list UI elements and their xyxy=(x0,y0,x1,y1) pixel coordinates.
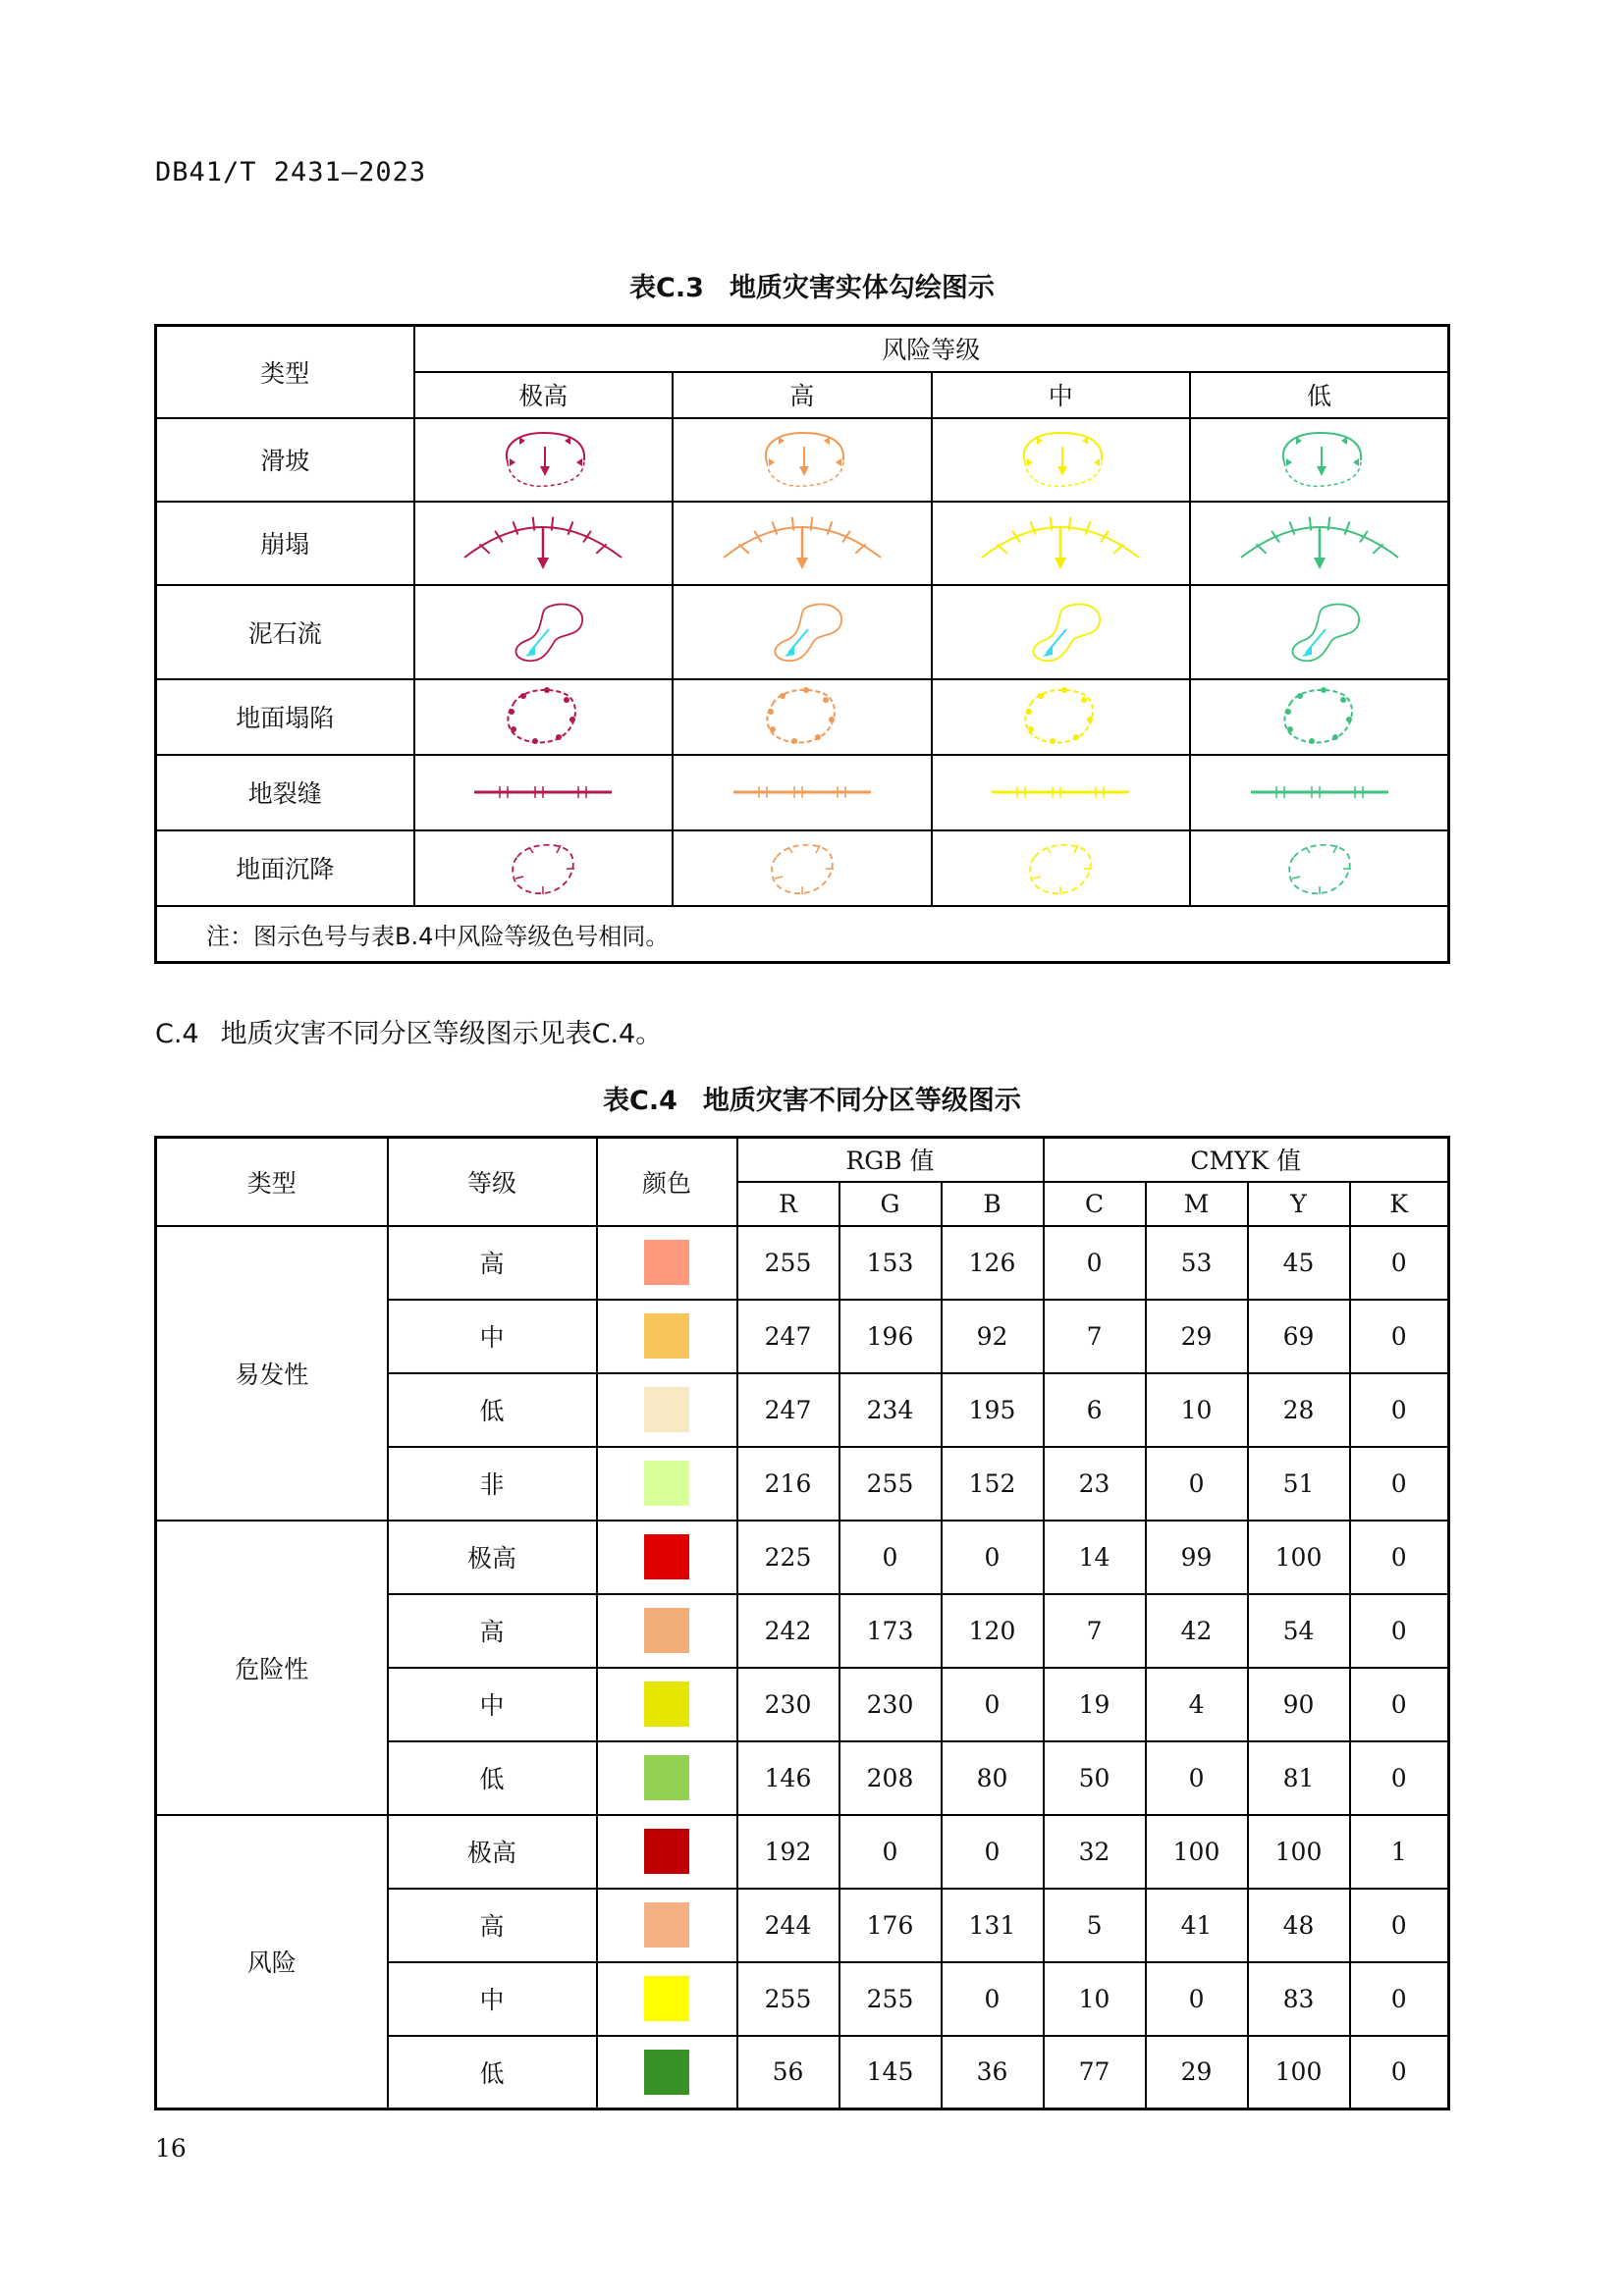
t4-color-cell xyxy=(597,1889,737,1962)
t4-color-cell xyxy=(597,1815,737,1889)
t4-value-g: 234 xyxy=(839,1373,942,1447)
t4-value-c: 5 xyxy=(1044,1889,1146,1962)
ground-fissure-symbol-extreme xyxy=(414,755,674,830)
t4-grade: 高 xyxy=(388,1594,597,1668)
color-swatch xyxy=(644,1829,689,1874)
t4-value-k: 0 xyxy=(1350,1226,1449,1300)
t4-grade: 极高 xyxy=(388,1521,597,1594)
t4-value-r: 230 xyxy=(737,1668,839,1741)
table-c3-caption-title: 地质灾害实体勾绘图示 xyxy=(729,273,995,303)
t4-value-g: 255 xyxy=(839,1447,942,1521)
color-swatch xyxy=(644,1534,689,1579)
t4-value-k: 0 xyxy=(1350,1889,1449,1962)
t3-row-type: 地面塌陷 xyxy=(156,679,414,755)
t4-value-b: 195 xyxy=(942,1373,1044,1447)
t4-header-color: 颜色 xyxy=(597,1138,737,1226)
t4-header-cmyk: CMYK 值 xyxy=(1044,1138,1449,1182)
t4-header-k: K xyxy=(1350,1182,1449,1226)
t4-value-m: 41 xyxy=(1146,1889,1248,1962)
t4-value-g: 196 xyxy=(839,1300,942,1373)
t4-value-c: 6 xyxy=(1044,1373,1146,1447)
t4-value-m: 100 xyxy=(1146,1815,1248,1889)
table-c3-caption xyxy=(0,266,1624,304)
ground-collapse-symbol-extreme xyxy=(414,679,674,755)
t4-value-m: 0 xyxy=(1146,1741,1248,1815)
t4-value-b: 0 xyxy=(942,1668,1044,1741)
t4-value-m: 10 xyxy=(1146,1373,1248,1447)
table-c4-caption-number: 表C.4 xyxy=(603,1086,677,1116)
t4-value-k: 0 xyxy=(1350,1447,1449,1521)
t4-value-k: 0 xyxy=(1350,1594,1449,1668)
t4-value-b: 131 xyxy=(942,1889,1044,1962)
t4-value-m: 4 xyxy=(1146,1668,1248,1741)
landslide-symbol-medium xyxy=(932,418,1191,502)
t4-value-m: 53 xyxy=(1146,1226,1248,1300)
ground-fissure-symbol-high xyxy=(673,755,932,830)
subsidence-symbol-extreme xyxy=(414,830,674,906)
t4-value-b: 0 xyxy=(942,1521,1044,1594)
t4-value-g: 173 xyxy=(839,1594,942,1668)
t4-value-y: 90 xyxy=(1248,1668,1350,1741)
t4-grade: 中 xyxy=(388,1962,597,2036)
color-swatch xyxy=(644,1461,689,1506)
t4-value-b: 80 xyxy=(942,1741,1044,1815)
debris-flow-symbol-extreme xyxy=(414,585,674,679)
t4-value-g: 0 xyxy=(839,1521,942,1594)
t3-note: 注：图示色号与表B.4中风险等级色号相同。 xyxy=(156,906,1449,963)
t4-value-c: 10 xyxy=(1044,1962,1146,2036)
t4-color-cell xyxy=(597,1668,737,1741)
t4-value-r: 247 xyxy=(737,1300,839,1373)
collapse-symbol-low xyxy=(1190,502,1449,585)
t4-value-r: 225 xyxy=(737,1521,839,1594)
color-swatch xyxy=(644,1608,689,1653)
color-swatch xyxy=(644,1313,689,1359)
debris-flow-symbol-low xyxy=(1190,585,1449,679)
landslide-symbol-extreme xyxy=(414,418,674,502)
t4-value-y: 51 xyxy=(1248,1447,1350,1521)
t4-value-c: 14 xyxy=(1044,1521,1146,1594)
t4-group-type: 易发性 xyxy=(156,1226,388,1521)
t4-value-b: 36 xyxy=(942,2036,1044,2109)
table-row xyxy=(156,755,1449,830)
color-swatch xyxy=(644,1976,689,2021)
t4-color-cell xyxy=(597,2036,737,2109)
table-row xyxy=(156,1226,1449,1300)
t4-grade: 极高 xyxy=(388,1815,597,1889)
t4-header-m: M xyxy=(1146,1182,1248,1226)
t4-color-cell xyxy=(597,1447,737,1521)
t4-header-y: Y xyxy=(1248,1182,1350,1226)
t4-value-k: 0 xyxy=(1350,1521,1449,1594)
table-c4-caption-title: 地质灾害不同分区等级图示 xyxy=(702,1086,1021,1116)
t4-header-rgb: RGB 值 xyxy=(737,1138,1044,1182)
t4-grade: 中 xyxy=(388,1668,597,1741)
t4-value-k: 0 xyxy=(1350,1962,1449,2036)
subsidence-symbol-high xyxy=(673,830,932,906)
t4-value-g: 208 xyxy=(839,1741,942,1815)
t3-row-type: 滑坡 xyxy=(156,418,414,502)
t4-color-cell xyxy=(597,1521,737,1594)
t4-value-y: 81 xyxy=(1248,1741,1350,1815)
color-swatch xyxy=(644,1240,689,1285)
t4-value-c: 50 xyxy=(1044,1741,1146,1815)
ground-collapse-symbol-medium xyxy=(932,679,1191,755)
t4-value-r: 244 xyxy=(737,1889,839,1962)
t4-value-c: 19 xyxy=(1044,1668,1146,1741)
table-c4 xyxy=(154,1136,1450,2110)
t3-row-type: 地裂缝 xyxy=(156,755,414,830)
page-number: 16 xyxy=(155,2134,187,2163)
t4-value-r: 56 xyxy=(737,2036,839,2109)
t4-value-y: 83 xyxy=(1248,1962,1350,2036)
ground-fissure-symbol-medium xyxy=(932,755,1191,830)
t4-value-k: 1 xyxy=(1350,1815,1449,1889)
t3-level-medium: 中 xyxy=(932,372,1191,418)
t4-value-m: 0 xyxy=(1146,1447,1248,1521)
t4-value-r: 216 xyxy=(737,1447,839,1521)
t4-value-b: 92 xyxy=(942,1300,1044,1373)
t4-value-c: 23 xyxy=(1044,1447,1146,1521)
t4-grade: 高 xyxy=(388,1889,597,1962)
table-c3-caption-number: 表C.3 xyxy=(629,273,704,303)
t4-value-k: 0 xyxy=(1350,2036,1449,2109)
t4-header-r: R xyxy=(737,1182,839,1226)
t4-color-cell xyxy=(597,1226,737,1300)
t4-value-m: 42 xyxy=(1146,1594,1248,1668)
t4-grade: 低 xyxy=(388,1373,597,1447)
landslide-symbol-high xyxy=(673,418,932,502)
t4-value-b: 120 xyxy=(942,1594,1044,1668)
t4-color-cell xyxy=(597,1741,737,1815)
ground-collapse-symbol-high xyxy=(673,679,932,755)
t4-value-g: 153 xyxy=(839,1226,942,1300)
t4-value-c: 7 xyxy=(1044,1300,1146,1373)
t3-row-type: 地面沉降 xyxy=(156,830,414,906)
t4-value-g: 145 xyxy=(839,2036,942,2109)
paragraph-c4 xyxy=(155,1012,662,1050)
t4-value-y: 45 xyxy=(1248,1226,1350,1300)
t4-value-r: 242 xyxy=(737,1594,839,1668)
t4-color-cell xyxy=(597,1373,737,1447)
t4-header-grade: 等级 xyxy=(388,1138,597,1226)
t4-value-k: 0 xyxy=(1350,1668,1449,1741)
subsidence-symbol-low xyxy=(1190,830,1449,906)
debris-flow-symbol-medium xyxy=(932,585,1191,679)
t4-value-g: 176 xyxy=(839,1889,942,1962)
t4-value-r: 255 xyxy=(737,1962,839,2036)
t4-value-y: 28 xyxy=(1248,1373,1350,1447)
t4-value-y: 100 xyxy=(1248,1815,1350,1889)
collapse-symbol-high xyxy=(673,502,932,585)
t3-level-extreme: 极高 xyxy=(414,372,674,418)
t3-level-low: 低 xyxy=(1190,372,1449,418)
t4-header-b: B xyxy=(942,1182,1044,1226)
document-code: DB41/T 2431—2023 xyxy=(155,157,427,187)
color-swatch xyxy=(644,1682,689,1727)
t4-value-b: 152 xyxy=(942,1447,1044,1521)
t4-value-m: 29 xyxy=(1146,2036,1248,2109)
t4-value-c: 32 xyxy=(1044,1815,1146,1889)
t3-header-type: 类型 xyxy=(156,326,414,418)
color-swatch xyxy=(644,1387,689,1432)
t4-value-y: 100 xyxy=(1248,2036,1350,2109)
table-row xyxy=(156,418,1449,502)
t4-value-g: 0 xyxy=(839,1815,942,1889)
t4-value-r: 146 xyxy=(737,1741,839,1815)
t4-value-m: 0 xyxy=(1146,1962,1248,2036)
t4-value-m: 29 xyxy=(1146,1300,1248,1373)
t3-row-type: 崩塌 xyxy=(156,502,414,585)
table-c3 xyxy=(154,324,1450,964)
t4-value-b: 126 xyxy=(942,1226,1044,1300)
t4-value-g: 230 xyxy=(839,1668,942,1741)
t4-value-k: 0 xyxy=(1350,1373,1449,1447)
t4-color-cell xyxy=(597,1962,737,2036)
t3-header-risk-level: 风险等级 xyxy=(414,326,1449,372)
ground-collapse-symbol-low xyxy=(1190,679,1449,755)
t4-header-g: G xyxy=(839,1182,942,1226)
t4-grade: 低 xyxy=(388,2036,597,2109)
collapse-symbol-extreme xyxy=(414,502,674,585)
t4-grade: 非 xyxy=(388,1447,597,1521)
t4-value-y: 54 xyxy=(1248,1594,1350,1668)
color-swatch xyxy=(644,2050,689,2095)
table-row xyxy=(156,1815,1449,1889)
t4-value-y: 100 xyxy=(1248,1521,1350,1594)
t4-value-r: 192 xyxy=(737,1815,839,1889)
t4-value-m: 99 xyxy=(1146,1521,1248,1594)
t4-header-c: C xyxy=(1044,1182,1146,1226)
t3-level-high: 高 xyxy=(673,372,932,418)
paragraph-c4-number: C.4 xyxy=(155,1019,199,1049)
collapse-symbol-medium xyxy=(932,502,1191,585)
t4-value-b: 0 xyxy=(942,1815,1044,1889)
table-row xyxy=(156,585,1449,679)
t4-grade: 低 xyxy=(388,1741,597,1815)
t4-value-r: 255 xyxy=(737,1226,839,1300)
table-c4-caption xyxy=(0,1079,1624,1117)
paragraph-c4-text: 地质灾害不同分区等级图示见表C.4。 xyxy=(220,1019,663,1049)
table-row xyxy=(156,830,1449,906)
t4-value-k: 0 xyxy=(1350,1741,1449,1815)
t4-color-cell xyxy=(597,1594,737,1668)
table-row xyxy=(156,679,1449,755)
t4-value-y: 48 xyxy=(1248,1889,1350,1962)
debris-flow-symbol-high xyxy=(673,585,932,679)
t4-value-r: 247 xyxy=(737,1373,839,1447)
t4-header-type: 类型 xyxy=(156,1138,388,1226)
t4-value-y: 69 xyxy=(1248,1300,1350,1373)
t4-value-c: 7 xyxy=(1044,1594,1146,1668)
t4-group-type: 风险 xyxy=(156,1815,388,2109)
ground-fissure-symbol-low xyxy=(1190,755,1449,830)
t4-value-g: 255 xyxy=(839,1962,942,2036)
landslide-symbol-low xyxy=(1190,418,1449,502)
t4-grade: 高 xyxy=(388,1226,597,1300)
color-swatch xyxy=(644,1755,689,1800)
t4-value-c: 0 xyxy=(1044,1226,1146,1300)
color-swatch xyxy=(644,1902,689,1948)
t4-value-b: 0 xyxy=(942,1962,1044,2036)
t4-color-cell xyxy=(597,1300,737,1373)
t4-value-k: 0 xyxy=(1350,1300,1449,1373)
table-row xyxy=(156,1521,1449,1594)
t4-grade: 中 xyxy=(388,1300,597,1373)
t4-value-c: 77 xyxy=(1044,2036,1146,2109)
table-row xyxy=(156,502,1449,585)
t4-group-type: 危险性 xyxy=(156,1521,388,1815)
t3-row-type: 泥石流 xyxy=(156,585,414,679)
subsidence-symbol-medium xyxy=(932,830,1191,906)
